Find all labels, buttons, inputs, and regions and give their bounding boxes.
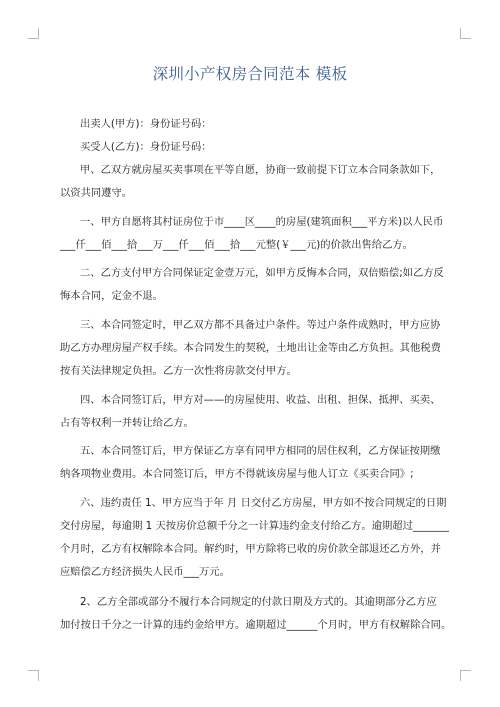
seller-line: 出卖人(甲方)：身份证号码： [80,118,212,130]
clause-6-2-line-1: 2、乙方全部或部分不履行本合同规定的付款日期及方式的。其逾期部分乙方应 [80,596,437,608]
clause-5-line-2: 纳各项物业费用。本合同签订后，甲方不得就该房屋与他人订立《买卖合同》; [60,468,414,480]
corner-mark-bottom-left [28,670,39,681]
clause-3-line-3: 按有关法律规定负担。乙方一次性将房款交付甲方。 [60,365,297,377]
clause-6-line-1: 六、违约责任 1、甲方应当于年 月 日交付乙方房屋，甲方如不按合同规定的日期 [80,497,447,509]
clause-2-line-1: 二、乙方支付甲方合同保证定金壹万元，如甲方反悔本合同，双倍赔偿;如乙方反 [80,267,444,279]
corner-mark-top-right [460,28,471,39]
intro-line-1: 甲、乙双方就房屋买卖事项在平等自愿，协商一致前提下订立本合同条款如下， [80,164,441,176]
clause-2-line-2: 悔本合同，定金不退。 [60,290,163,302]
intro-line-2: 以资共同遵守。 [60,187,133,199]
document-title: 深圳小产权房合同范本 模板 [152,65,348,83]
corner-mark-bottom-right [460,670,471,681]
clause-4-line-1: 四、本合同签订后，甲方对——的房屋使用、收益、出租、担保、抵押、买卖、 [80,394,441,406]
buyer-line: 买受人(乙方)：身份证号码： [80,141,212,153]
clause-6-line-2: 交付房屋，每逾期 1 天按房价总额千分之一计算违约金支付给乙方。逾期超过_______ [60,520,449,532]
clause-1-line-2: ___仟___佰___拾___万___仟___佰___拾___元整(￥___元)的价款出售给乙方。 [60,239,413,251]
clause-4-line-2: 占有等权利一并转让给乙方。 [60,417,194,429]
clause-3-line-1: 三、本合同签定时，甲乙双方都不具备过户条件。等过户条件成熟时，甲方应协 [80,319,441,331]
clause-1-line-1: 一、甲方自愿将其村证房位于市____区____的房屋(建筑面积___平方米)以人民币 [80,216,444,228]
corner-mark-top-left [28,28,39,39]
clause-5-line-1: 五、本合同签订后，甲方保证乙方享有同甲方相同的居住权利，乙方保证按期缴 [80,445,441,457]
clause-6-line-4: 应赔偿乙方经济损失人民币___万元。 [60,566,230,578]
clause-6-line-3: 个月时，乙方有权解除本合同。解约时，甲方除将已收的房价款全部退还乙方外，并 [60,543,441,555]
clause-6-2-line-2: 加付按日千分之一计算的违约金给甲方。逾期超过______个月时，甲方有权解除合同。 [60,619,452,631]
clause-3-line-2: 助乙方办理房屋产权手续。本合同发生的契税，土地出让金等由乙方负担。其他税费 [60,342,441,354]
